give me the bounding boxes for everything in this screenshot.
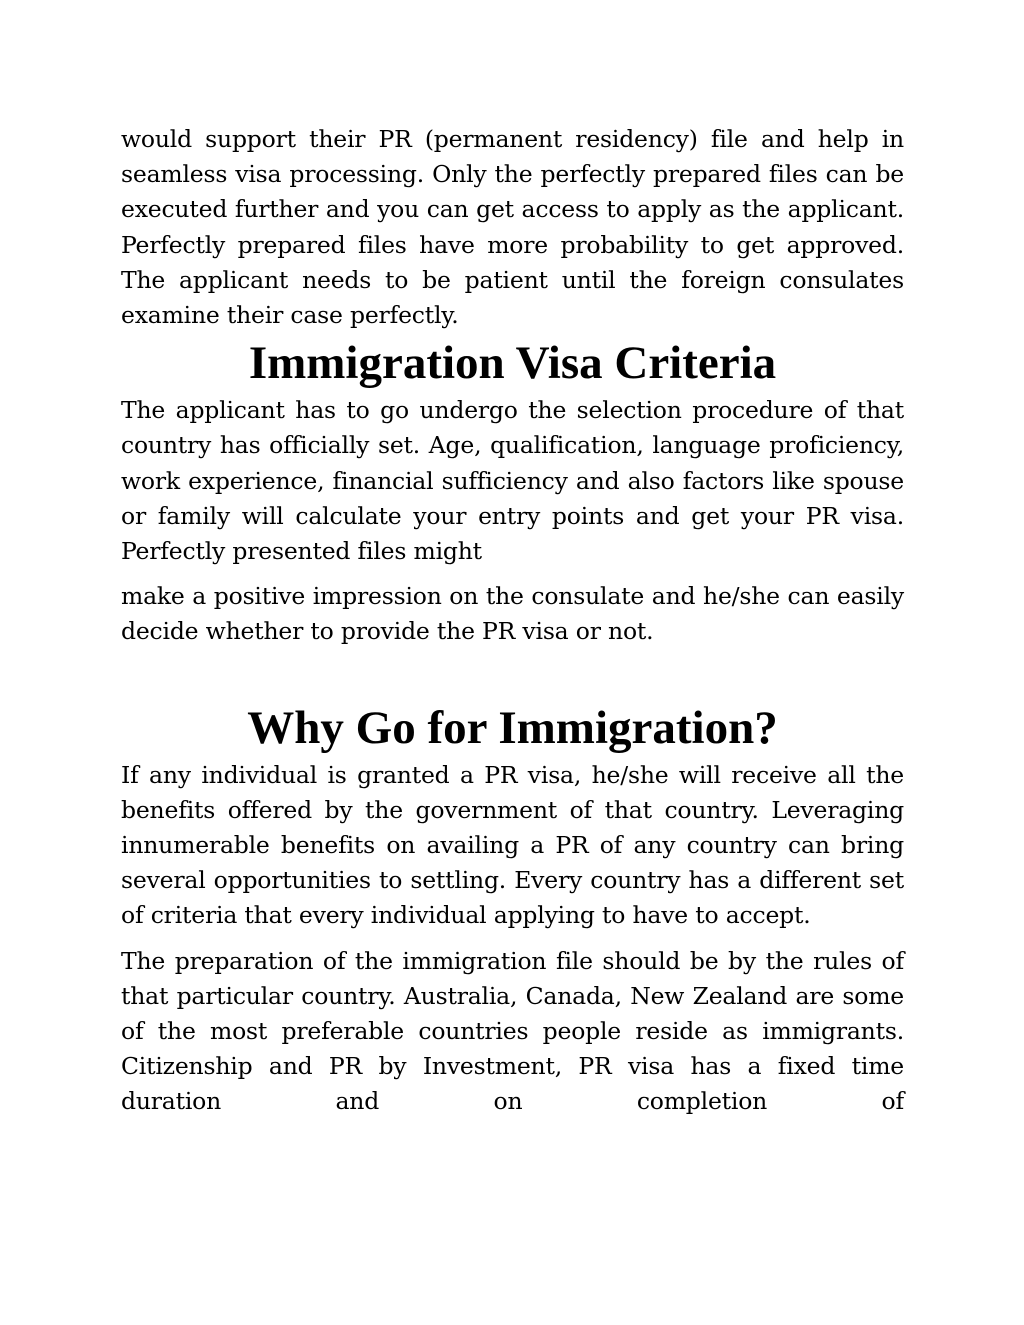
paragraph-selection-procedure: The applicant has to go undergo the selection procedure of that country has officially set. Age, qualification, language proficiency, work experience, financial sufficiency and also factors like spouse or family will calculate your entry points and get your PR visa. Perfectly presented files might	[121, 396, 904, 566]
heading-why-go-for-immigration: Why Go for Immigration?	[247, 701, 778, 754]
paragraph-pr-benefits: If any individual is granted a PR visa, he/she will receive all the benefits offered by the government of that country. Leveraging innumerable benefits on availing a PR of any country can bring several opportunities to settling. Every country has a different set of criteria that every individual applying to have to accept.	[121, 760, 904, 930]
paragraph-file-preparation: The preparation of the immigration file should be by the rules of that particular country. Australia, Canada, New Zealand are some of the most preferable countries people reside as immigrants. Citizenship and PR by Investment, PR visa has a fixed time duration and on completion of	[121, 946, 904, 1116]
document-page	[121, 122, 904, 1120]
paragraph-positive-impression: make a positive impression on the consulate and he/she can easily decide whether to provide the PR visa or not.	[121, 582, 904, 646]
heading-immigration-visa-criteria: Immigration Visa Criteria	[248, 337, 777, 390]
paragraph-pr-file: would support their PR (permanent residency) file and help in seamless visa processing. Only the perfectly prepared files can be executed further and you can get access to apply as the applicant. Perfectly prepared files have more probability to get approved. The applicant needs to be patient until the foreign consulates examine their case perfectly.	[121, 125, 904, 330]
